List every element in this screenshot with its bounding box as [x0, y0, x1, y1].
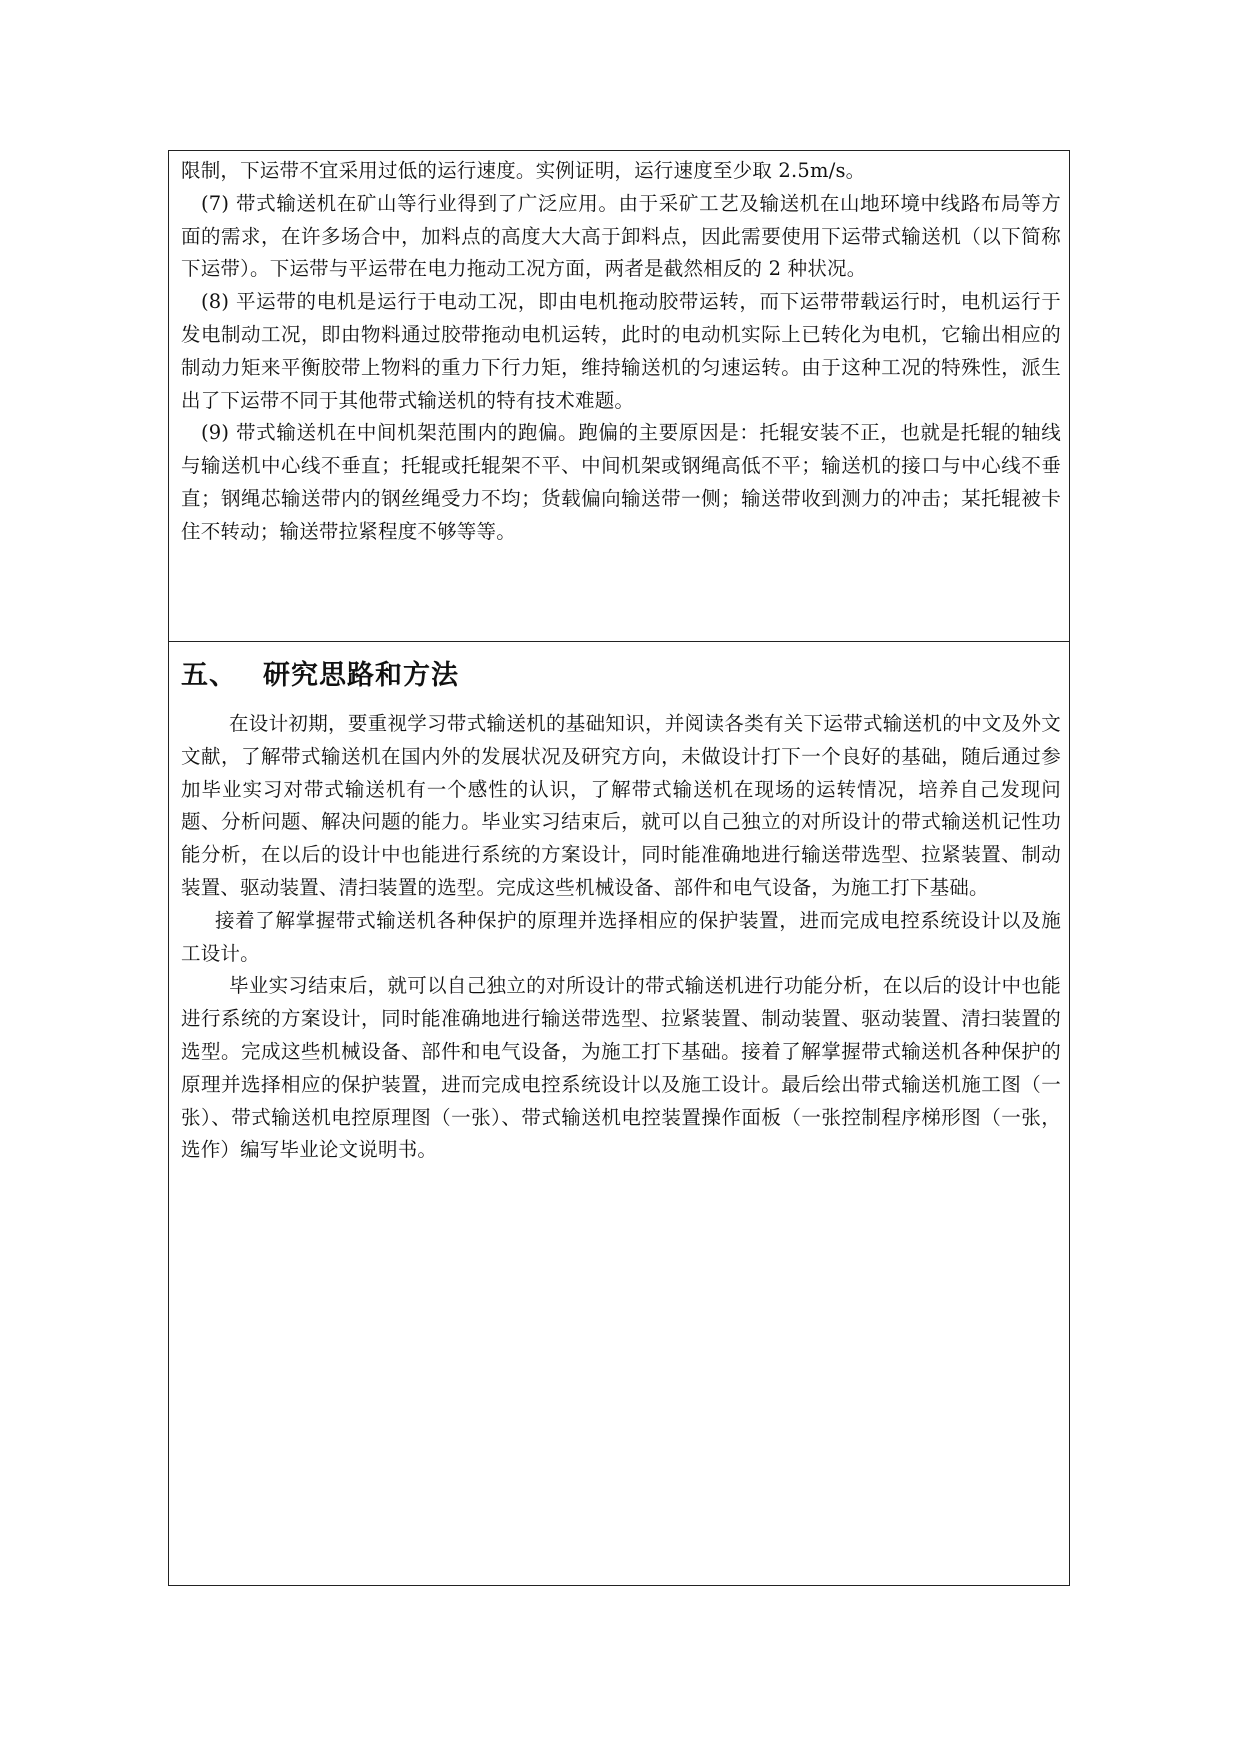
- paragraph-item-8: (8) 平运带的电机是运行于电动工况，即由电机拖动胶带运转，而下运带带载运行时，电机运行于发电制动工况，即由物料通过胶带拖动电机运转，此时的电动机实际上已转化为电机，它输出相应的制动力矩来平衡胶带上物料的重力下行力矩，维持输送机的匀速运转。由于这种工况的特殊性，派生出了下运带不同于其他带式输送机的特有技术难题。: [181, 290, 1061, 412]
- paragraph-speed-limit: 限制，下运带不宜采用过低的运行速度。实例证明，运行速度至少取 2.5m/s。: [181, 159, 866, 182]
- paragraph-protection: 接着了解掌握带式输送机各种保护的原理并选择相应的保护装置，进而完成电控系统设计以及施工设计。: [181, 908, 1061, 965]
- table-cell-research-methods: [169, 642, 1069, 1585]
- paragraph-design-initial: 在设计初期，要重视学习带式输送机的基础知识，并阅读各类有关下运带式输送机的中文及外文文献，了解带式输送机在国内外的发展状况及研究方向，未做设计打下一个良好的基础，随后通过参加毕业实习对带式输送机有一个感性的认识，了解带式输送机在现场的运转情况，培养自己发现问题、分析问题、解决问题的能力。毕业实习结束后，就可以自己独立的对所设计的带式输送机记性功能分析，在以后的设计中也能进行系统的方案设计，同时能准确地进行输送带选型、拉紧装置、制动装置、驱动装置、清扫装置的选型。完成这些机械设备、部件和电气设备，为施工打下基础。: [181, 712, 1061, 899]
- paragraph-item-9: (9) 带式输送机在中间机架范围内的跑偏。跑偏的主要原因是：托辊安装不正，也就是托辊的轴线与输送机中心线不垂直；托辊或托辊架不平、中间机架或钢绳高低不平；输送机的接口与中心线不垂直；钢绳芯输送带内的钢丝绳受力不均；货载偏向输送带一侧；输送带收到测力的冲击；某托辊被卡住不转动；输送带拉紧程度不够等等。: [181, 421, 1061, 543]
- form-table: [168, 150, 1070, 1586]
- table-cell-research-content: [169, 151, 1069, 642]
- section-title: 研究思路和方法: [263, 660, 459, 691]
- paragraph-item-7: (7) 带式输送机在矿山等行业得到了广泛应用。由于采矿工艺及输送机在山地环境中线路布局等方面的需求，在许多场合中，加料点的高度大大高于卸料点，因此需要使用下运带式输送机（以下简称下运带）。下运带与平运带在电力拖动工况方面，两者是截然相反的 2 种状况。: [181, 191, 1061, 281]
- section-heading: [181, 656, 1061, 696]
- section-number: 五、: [181, 660, 237, 691]
- paragraph-after-internship: 毕业实习结束后，就可以自己独立的对所设计的带式输送机进行功能分析，在以后的设计中也能进行系统的方案设计，同时能准确地进行输送带选型、拉紧装置、制动装置、驱动装置、清扫装置的选型。完成这些机械设备、部件和电气设备，为施工打下基础。接着了解掌握带式输送机各种保护的原理并选择相应的保护装置，进而完成电控系统设计以及施工设计。最后绘出带式输送机施工图（一张）、带式输送机电控原理图（一张）、带式输送机电控装置操作面板（一张控制程序梯形图（一张，选作）编写毕业论文说明书。: [181, 974, 1061, 1162]
